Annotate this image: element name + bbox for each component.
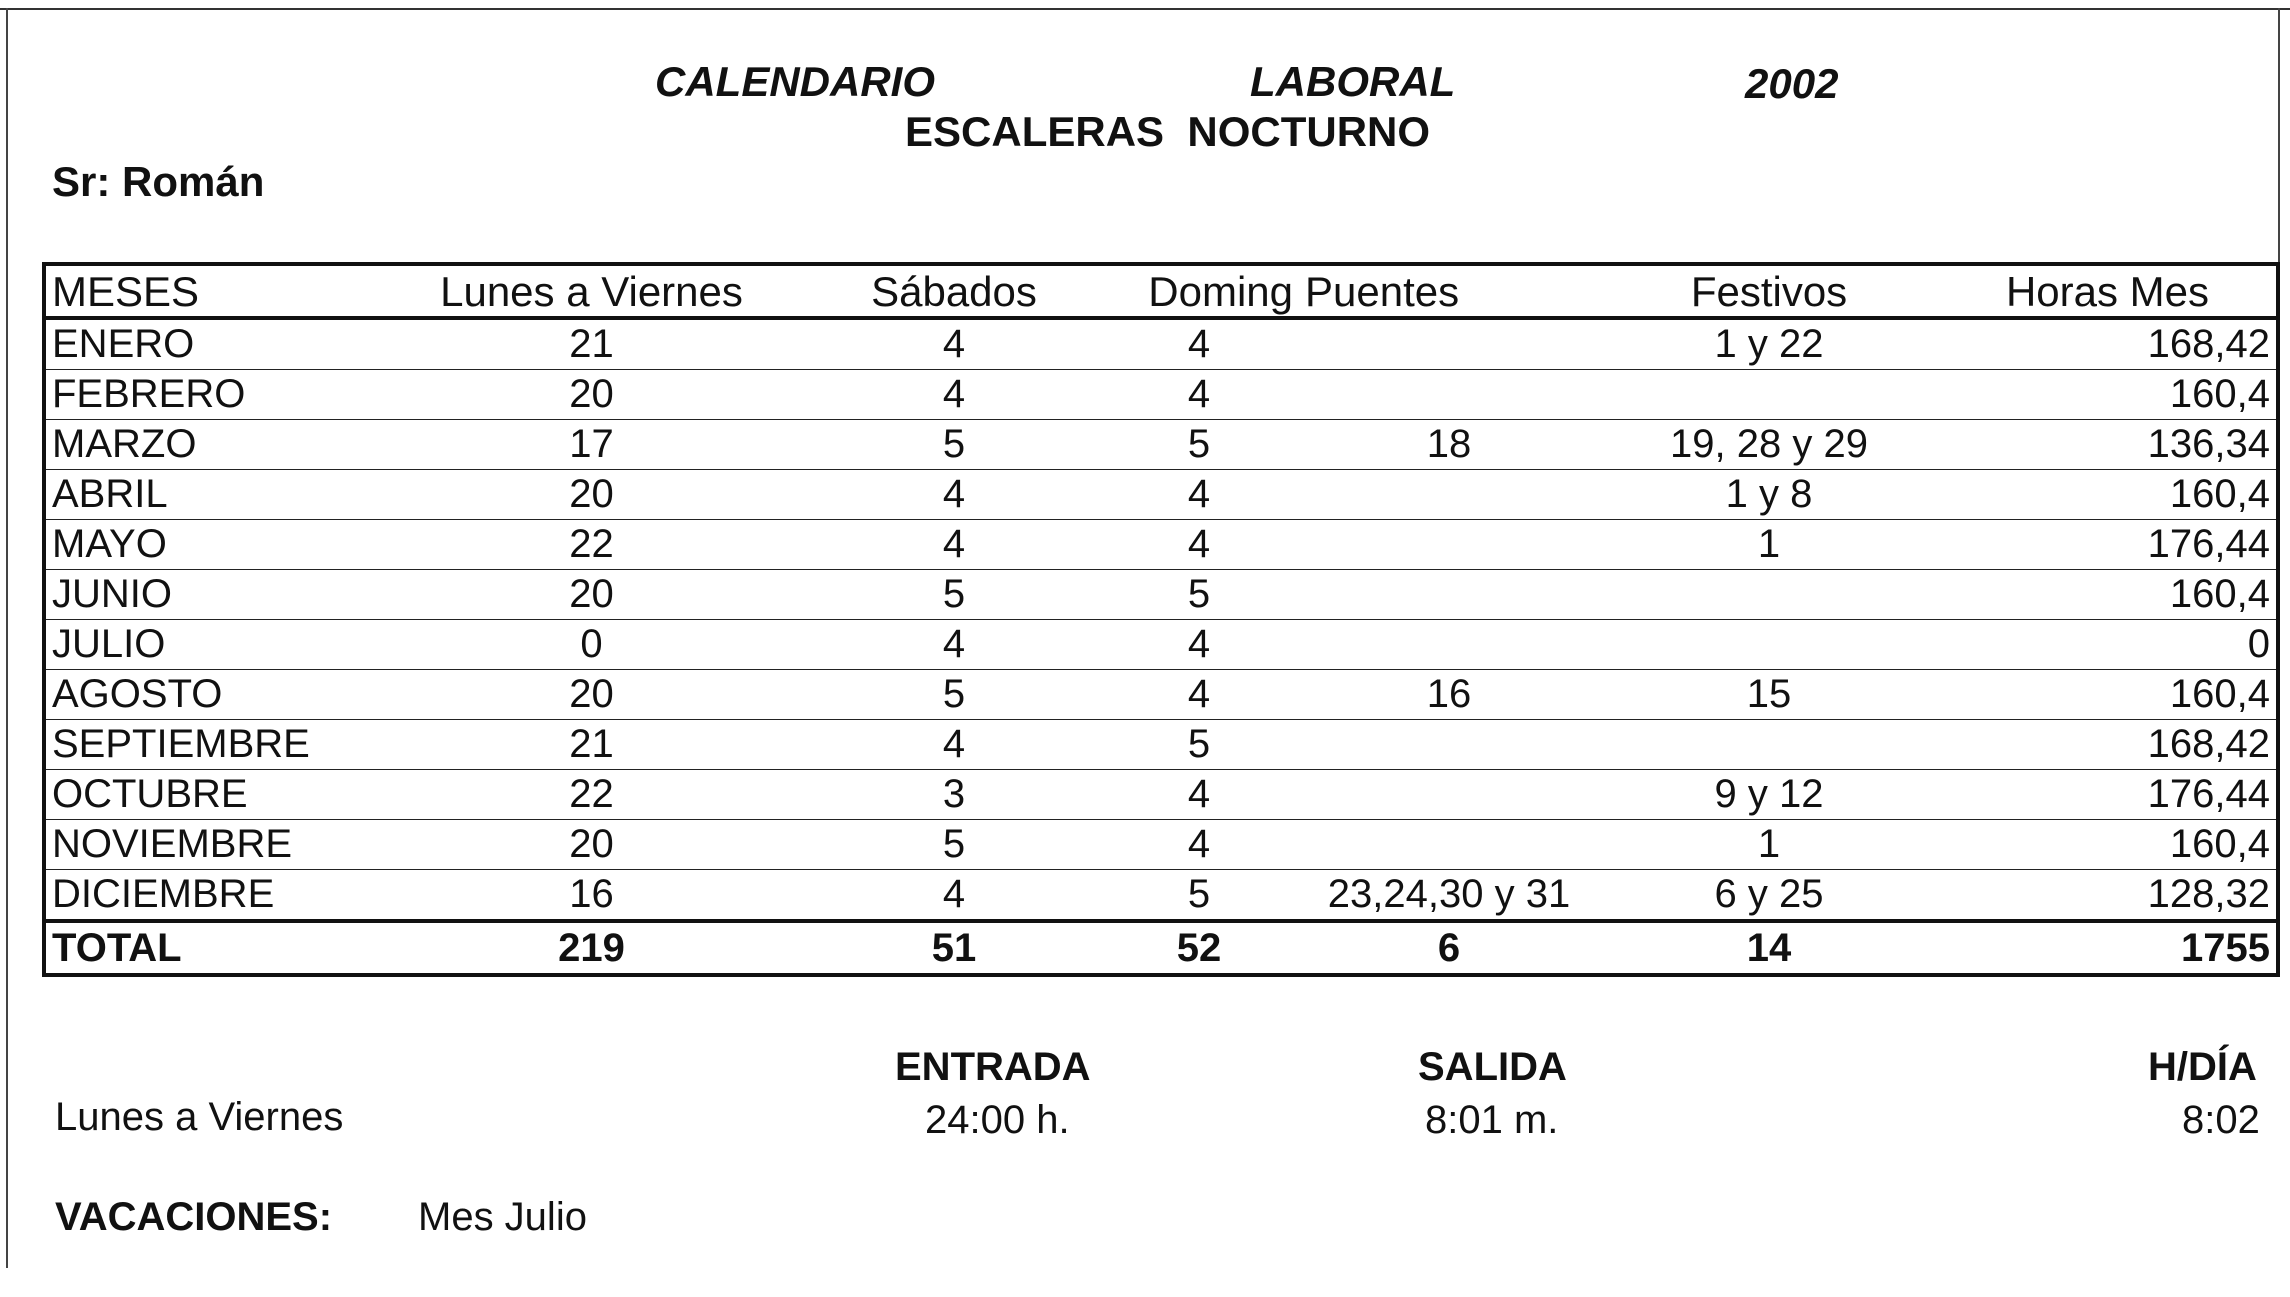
vacaciones-value: Mes Julio bbox=[418, 1195, 587, 1239]
table-cell: 22 bbox=[374, 520, 809, 570]
table-cell: 9 y 12 bbox=[1599, 770, 1939, 820]
page-frame-top bbox=[0, 8, 2290, 10]
table-cell bbox=[1299, 318, 1599, 370]
table-cell: 160,4 bbox=[1939, 570, 2278, 620]
total-cell: TOTAL bbox=[44, 921, 374, 975]
title-laboral: LABORAL bbox=[1250, 58, 1456, 105]
table-cell: 4 bbox=[809, 870, 1099, 922]
title-year: 2002 bbox=[1745, 60, 1839, 107]
table-row bbox=[44, 620, 2278, 670]
person-name: Sr: Román bbox=[52, 158, 265, 205]
table-cell: 4 bbox=[1099, 370, 1299, 420]
table-cell: 0 bbox=[1939, 620, 2278, 670]
table-cell: 4 bbox=[809, 720, 1099, 770]
table-cell: 20 bbox=[374, 570, 809, 620]
table-cell: 16 bbox=[1299, 670, 1599, 720]
table-cell: 160,4 bbox=[1939, 820, 2278, 870]
table-row bbox=[44, 770, 2278, 820]
entrada-value: 24:00 h. bbox=[925, 1098, 1070, 1142]
hours-per-day-label: H/DÍA bbox=[2148, 1045, 2257, 1089]
table-cell bbox=[1599, 620, 1939, 670]
table-cell: 17 bbox=[374, 420, 809, 470]
table-cell: 1 y 8 bbox=[1599, 470, 1939, 520]
table-cell: 160,4 bbox=[1939, 370, 2278, 420]
total-cell: 14 bbox=[1599, 921, 1939, 975]
table-cell: 4 bbox=[809, 470, 1099, 520]
table-cell: 21 bbox=[374, 318, 809, 370]
table-cell: 176,44 bbox=[1939, 770, 2278, 820]
table-cell: 1 y 22 bbox=[1599, 318, 1939, 370]
table-cell: 4 bbox=[1099, 470, 1299, 520]
table-cell: 160,4 bbox=[1939, 470, 2278, 520]
table-cell: 20 bbox=[374, 820, 809, 870]
salida-label: SALIDA bbox=[1418, 1045, 1567, 1089]
table-cell: 5 bbox=[809, 670, 1099, 720]
table-cell bbox=[1599, 720, 1939, 770]
column-header: Doming bbox=[1099, 264, 1299, 318]
table-cell: 1 bbox=[1599, 520, 1939, 570]
table-cell: 136,34 bbox=[1939, 420, 2278, 470]
total-cell: 52 bbox=[1099, 921, 1299, 975]
column-header: Horas Mes bbox=[1939, 264, 2278, 318]
table-cell bbox=[1299, 720, 1599, 770]
table-cell: 4 bbox=[809, 620, 1099, 670]
page-frame-left bbox=[6, 8, 8, 1268]
table-cell: 5 bbox=[1099, 720, 1299, 770]
salida-value: 8:01 m. bbox=[1425, 1098, 1559, 1142]
table-cell: 5 bbox=[809, 570, 1099, 620]
table-cell bbox=[1299, 520, 1599, 570]
table-cell: 15 bbox=[1599, 670, 1939, 720]
table-cell: 160,4 bbox=[1939, 670, 2278, 720]
table-row bbox=[44, 420, 2278, 470]
total-cell: 51 bbox=[809, 921, 1099, 975]
total-cell: 1755 bbox=[1939, 921, 2278, 975]
column-header: Puentes bbox=[1299, 264, 1599, 318]
table-cell: 16 bbox=[374, 870, 809, 922]
month-cell: OCTUBRE bbox=[44, 770, 374, 820]
total-cell: 219 bbox=[374, 921, 809, 975]
table-cell bbox=[1299, 770, 1599, 820]
table-cell: 23,24,30 y 31 bbox=[1299, 870, 1599, 922]
table-cell: 4 bbox=[1099, 670, 1299, 720]
table-cell: 4 bbox=[1099, 520, 1299, 570]
vacaciones-label: VACACIONES: bbox=[55, 1195, 333, 1239]
table-cell bbox=[1299, 620, 1599, 670]
schedule-row-label: Lunes a Viernes bbox=[55, 1095, 344, 1139]
table-cell bbox=[1299, 370, 1599, 420]
column-header: Lunes a Viernes bbox=[374, 264, 809, 318]
table-cell: 0 bbox=[374, 620, 809, 670]
table-cell: 20 bbox=[374, 670, 809, 720]
table-cell: 6 y 25 bbox=[1599, 870, 1939, 922]
table-cell: 176,44 bbox=[1939, 520, 2278, 570]
total-cell: 6 bbox=[1299, 921, 1599, 975]
table-cell: 4 bbox=[809, 520, 1099, 570]
table-total-row bbox=[44, 921, 2278, 975]
table-cell: 22 bbox=[374, 770, 809, 820]
table-cell: 1 bbox=[1599, 820, 1939, 870]
table-cell bbox=[1299, 570, 1599, 620]
calendar-table bbox=[42, 262, 2280, 977]
page-frame-right bbox=[2278, 8, 2280, 268]
table-cell: 5 bbox=[809, 820, 1099, 870]
month-cell: NOVIEMBRE bbox=[44, 820, 374, 870]
table-cell bbox=[1599, 370, 1939, 420]
table-cell: 5 bbox=[1099, 570, 1299, 620]
table-row bbox=[44, 820, 2278, 870]
table-cell bbox=[1299, 470, 1599, 520]
column-header: Sábados bbox=[809, 264, 1099, 318]
table-cell: 18 bbox=[1299, 420, 1599, 470]
column-header: Festivos bbox=[1599, 264, 1939, 318]
table-cell: 4 bbox=[1099, 820, 1299, 870]
title-calendario: CALENDARIO bbox=[655, 58, 935, 105]
table-row bbox=[44, 870, 2278, 922]
month-cell: SEPTIEMBRE bbox=[44, 720, 374, 770]
table-cell: 4 bbox=[1099, 770, 1299, 820]
table-cell: 168,42 bbox=[1939, 318, 2278, 370]
table-cell: 20 bbox=[374, 370, 809, 420]
table-cell: 4 bbox=[809, 370, 1099, 420]
month-cell: FEBRERO bbox=[44, 370, 374, 420]
table-cell: 20 bbox=[374, 470, 809, 520]
page-subtitle: ESCALERAS NOCTURNO bbox=[905, 108, 1431, 155]
table-row bbox=[44, 470, 2278, 520]
table-row bbox=[44, 318, 2278, 370]
table-cell: 4 bbox=[809, 318, 1099, 370]
month-cell: AGOSTO bbox=[44, 670, 374, 720]
month-cell: JULIO bbox=[44, 620, 374, 670]
month-cell: MARZO bbox=[44, 420, 374, 470]
table-cell bbox=[1299, 820, 1599, 870]
table-cell: 4 bbox=[1099, 620, 1299, 670]
table-row bbox=[44, 570, 2278, 620]
table-cell: 4 bbox=[1099, 318, 1299, 370]
table-row bbox=[44, 720, 2278, 770]
month-cell: ABRIL bbox=[44, 470, 374, 520]
table-header-row bbox=[44, 264, 2278, 318]
month-cell: MAYO bbox=[44, 520, 374, 570]
column-header: MESES bbox=[44, 264, 374, 318]
month-cell: DICIEMBRE bbox=[44, 870, 374, 922]
table-cell: 5 bbox=[809, 420, 1099, 470]
month-cell: ENERO bbox=[44, 318, 374, 370]
table-row bbox=[44, 520, 2278, 570]
table-cell: 5 bbox=[1099, 870, 1299, 922]
table-row bbox=[44, 670, 2278, 720]
table-cell: 3 bbox=[809, 770, 1099, 820]
table-cell: 128,32 bbox=[1939, 870, 2278, 922]
hours-per-day-value: 8:02 bbox=[2182, 1098, 2260, 1142]
entrada-label: ENTRADA bbox=[895, 1045, 1091, 1089]
table-cell: 21 bbox=[374, 720, 809, 770]
table-cell bbox=[1599, 570, 1939, 620]
table-cell: 5 bbox=[1099, 420, 1299, 470]
table-cell: 19, 28 y 29 bbox=[1599, 420, 1939, 470]
table-row bbox=[44, 370, 2278, 420]
month-cell: JUNIO bbox=[44, 570, 374, 620]
table-cell: 168,42 bbox=[1939, 720, 2278, 770]
